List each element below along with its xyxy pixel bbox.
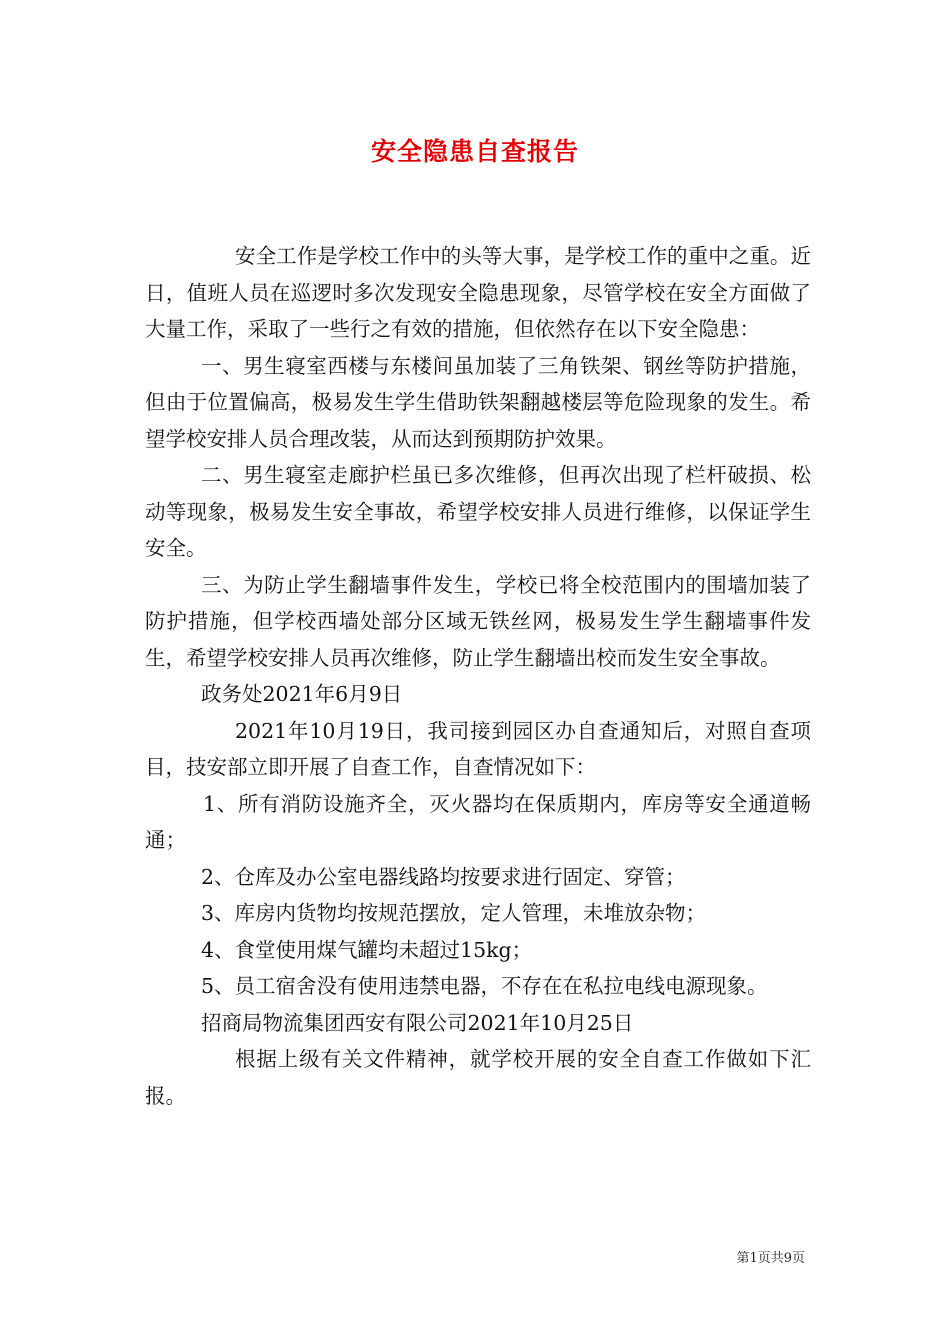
paragraph-selfcheck-intro: 2021年10月19日，我司接到园区办自查通知后，对照自查项目，技安部立即开展了自查工作，自查情况如下：	[145, 718, 811, 779]
paragraph-item-2: 二、男生寝室走廊护栏虽已多次维修，但再次出现了栏杆破损、松动等现象，极易发生安全事故，希望学校安排人员进行维修，以保证学生安全。	[145, 463, 811, 560]
paragraph-intro: 安全工作是学校工作中的头等大事，是学校工作的重中之重。近日，值班人员在巡逻时多次发现安全隐患现象，尽管学校在安全方面做了大量工作，采取了一些行之有效的措施，但依然存在以下安全隐患：	[145, 244, 811, 341]
checklist-item-2: 2、仓库及办公室电器线路均按要求进行固定、穿管；	[201, 864, 686, 889]
checklist-item-3: 3、库房内货物均按规范摆放，定人管理，未堆放杂物；	[201, 901, 707, 925]
signature-line-1: 政务处2021年6月9日	[201, 682, 403, 706]
paragraph-item-3: 三、为防止学生翻墙事件发生，学校已将全校范围内的围墙加装了防护措施，但学校西墙处部分区域无铁丝网，极易发生学生翻墙事件发生，希望学校安排人员再次维修，防止学生翻墙出校而发生安全事故。	[145, 572, 811, 670]
checklist-item-4: 4、食堂使用煤气罐均未超过15kg；	[201, 937, 533, 962]
signature-line-2: 招商局物流集团西安有限公司2021年10月25日	[201, 1010, 634, 1035]
paragraph-closing: 根据上级有关文件精神，就学校开展的安全自查工作做如下汇报。	[145, 1047, 811, 1108]
checklist-item-5: 5、员工宿舍没有使用违禁电器，不存在在私拉电线电源现象。	[201, 974, 768, 998]
document-title: 安全隐患自查报告	[370, 137, 579, 166]
checklist-item-1: 1、所有消防设施齐全，灭火器均在保质期内，库房等安全通道畅通；	[145, 791, 811, 852]
document-body	[145, 238, 811, 1114]
paragraph-item-1: 一、男生寝室西楼与东楼间虽加装了三角铁架、钢丝等防护措施，但由于位置偏高，极易发生学生借助铁架翻越楼层等危险现象的发生。希望学校安排人员合理改装，从而达到预期防护效果。	[145, 353, 811, 451]
page-number: 第1页共9页	[736, 1251, 805, 1266]
